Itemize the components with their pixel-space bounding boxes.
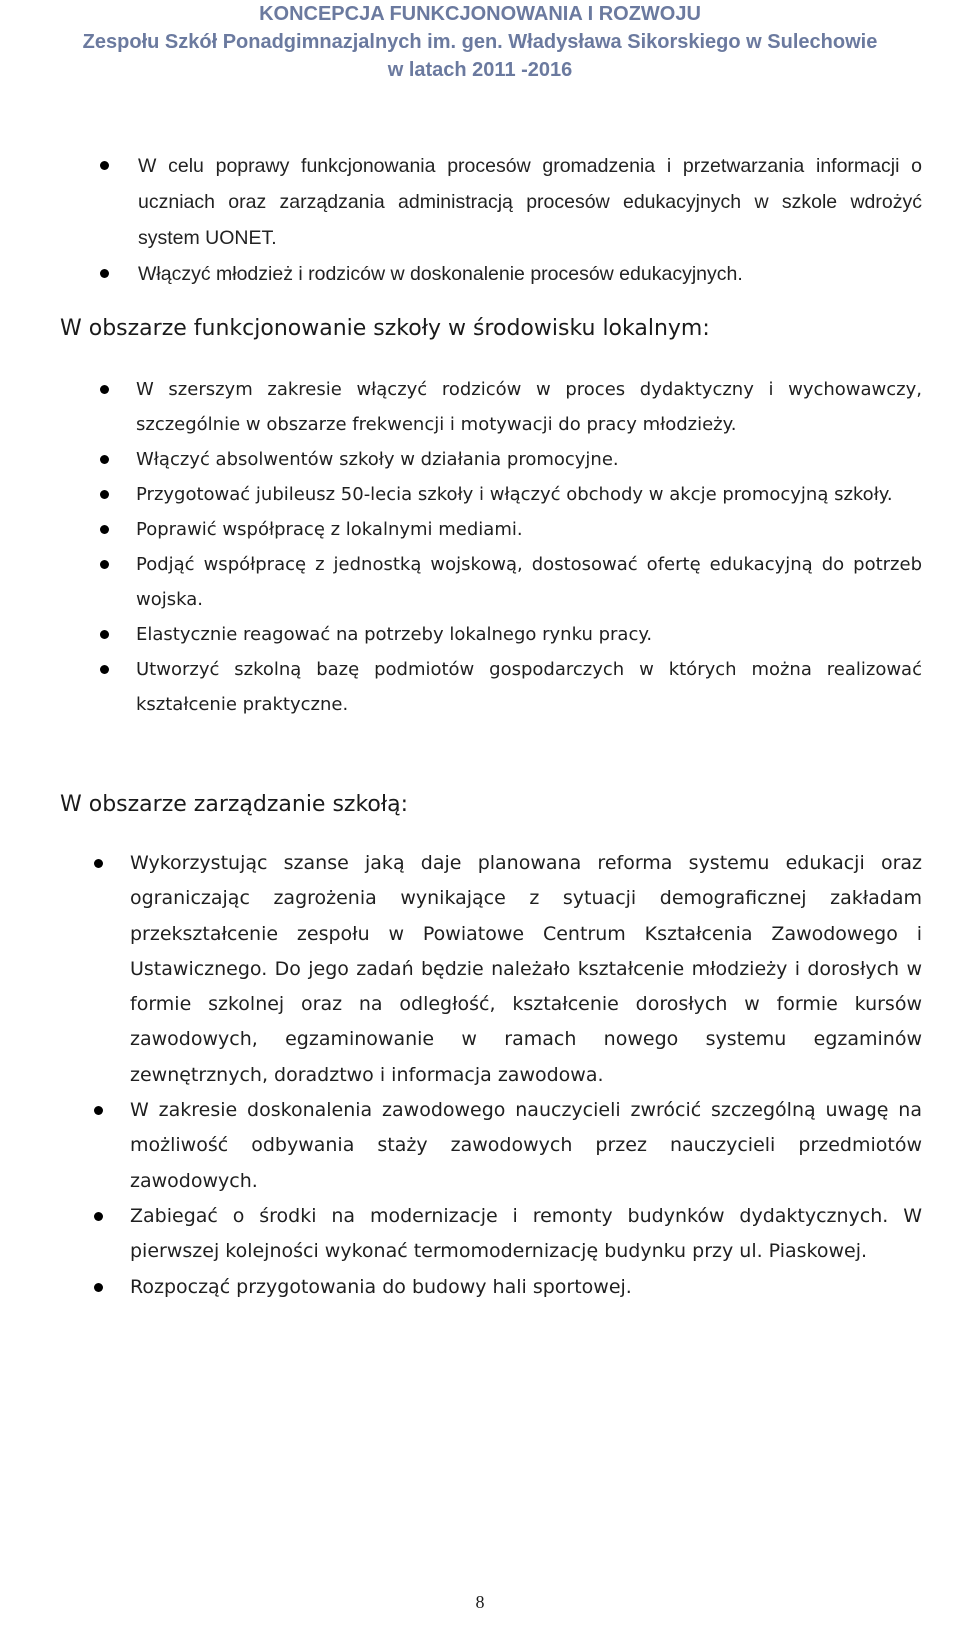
bullet-icon — [100, 161, 109, 170]
header-title: KONCEPCJA FUNKCJONOWANIA I ROZWOJU — [259, 3, 701, 25]
document-header — [0, 0, 960, 84]
section-heading-management: W obszarze zarządzanie szkołą: — [60, 792, 409, 817]
list-item — [138, 256, 922, 292]
intro-bullet-list — [138, 148, 922, 292]
section-heading-local: W obszarze funkcjonowanie szkoły w środowisku lokalnym: — [60, 316, 710, 341]
bullet-icon — [94, 859, 103, 868]
bullet-icon — [94, 1212, 103, 1221]
list-item — [136, 372, 922, 442]
list-item — [136, 547, 922, 617]
list-item-text: W szerszym zakresie włączyć rodziców w proces dydaktyczny i wychowawczy, szczególnie w obszarze frekwencji i motywacji do pracy młodzieży. — [136, 379, 922, 435]
bullet-icon — [94, 1283, 103, 1292]
list-item — [136, 652, 922, 722]
list-item — [138, 148, 922, 256]
list-item-text: Rozpocząć przygotowania do budowy hali sportowej. — [130, 1275, 632, 1298]
bullet-icon — [100, 385, 109, 394]
list-item-text: Elastycznie reagować na potrzeby lokalnego rynku pracy. — [136, 624, 653, 645]
list-item — [136, 442, 922, 477]
bullet-icon — [100, 455, 109, 464]
list-item-text: Podjąć współpracę z jednostką wojskową, dostosować ofertę edukacyjną do potrzeb wojska. — [136, 554, 922, 610]
list-item — [130, 846, 922, 1093]
bullet-icon — [100, 630, 109, 639]
list-item-text: Włączyć absolwentów szkoły w działania promocyjne. — [136, 449, 619, 470]
list-item — [136, 477, 922, 512]
management-bullet-list — [130, 846, 922, 1305]
list-item-text: Poprawić współpracę z lokalnymi mediami. — [136, 519, 523, 540]
list-item-text: Wykorzystując szanse jaką daje planowana reforma systemu edukacji oraz ograniczając zagrożenia wynikające z sytuacji demograficznej zakładam przekształcenie zespołu w Powiatowe Centrum Kształcenia Zawodowego i Ustawicznego. Do jego zadań będzie należało kształcenie młodzieży i dorosłych w formie szkolnej oraz na odległość, kształcenie dorosłych w formie kursów zawodowych, egzaminowanie w ramach nowego systemu egzaminów zewnętrznych, doradztwo i informacja zawodowa. — [130, 852, 922, 1086]
list-item — [136, 617, 922, 652]
list-item — [130, 1270, 922, 1305]
header-years: w latach 2011 -2016 — [387, 59, 573, 81]
page-number: 8 — [475, 1592, 485, 1612]
bullet-icon — [100, 560, 109, 569]
bullet-icon — [100, 490, 109, 499]
local-bullet-list — [136, 372, 922, 722]
list-item-text: Przygotować jubileusz 50-lecia szkoły i włączyć obchody w akcje promocyjną szkoły. — [136, 484, 893, 505]
list-item-text: W celu poprawy funkcjonowania procesów gromadzenia i przetwarzania informacji o uczniach oraz zarządzania administracją procesów edukacyjnych w szkole wdrożyć system UONET. — [138, 155, 922, 249]
bullet-icon — [94, 1106, 103, 1115]
list-item — [130, 1093, 922, 1199]
list-item — [130, 1199, 922, 1270]
list-item-text: Włączyć młodzież i rodziców w doskonalenie procesów edukacyjnych. — [138, 263, 743, 285]
bullet-icon — [100, 525, 109, 534]
list-item — [136, 512, 922, 547]
bullet-icon — [100, 665, 109, 674]
list-item-text: Utworzyć szkolną bazę podmiotów gospodarczych w których można realizować kształcenie praktyczne. — [136, 659, 922, 715]
header-school-name: Zespołu Szkół Ponadgimnazjalnych im. gen. Władysława Sikorskiego w Sulechowie — [82, 31, 878, 53]
list-item-text: W zakresie doskonalenia zawodowego nauczycieli zwrócić szczególną uwagę na możliwość odbywania staży zawodowych przez nauczycieli przedmiotów zawodowych. — [130, 1099, 922, 1192]
bullet-icon — [100, 269, 109, 278]
list-item-text: Zabiegać o środki na modernizacje i remonty budynków dydaktycznych. W pierwszej kolejności wykonać termomodernizację budynku przy ul. Piaskowej. — [130, 1204, 922, 1263]
